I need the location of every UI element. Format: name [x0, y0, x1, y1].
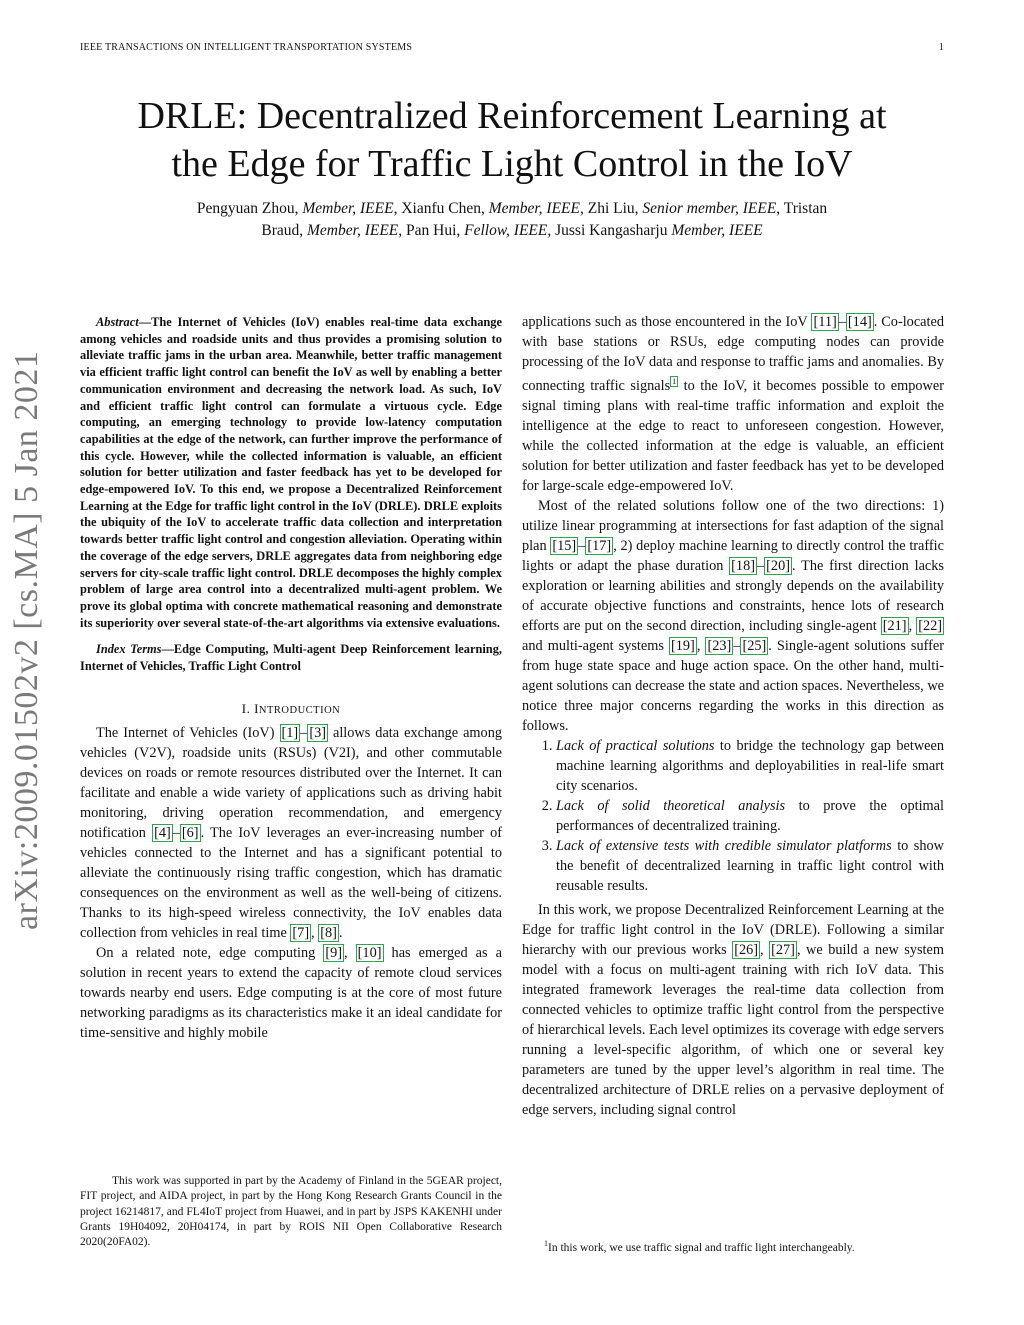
- intro-paragraph-3: applications such as those encountered in the IoV [11] – [14] . Co-located with base stations or RSUs, edge computing nodes can provide processing of the IoV data and response to traffic jams and anomalies. By connecting traffic signals $^1$ to the IoV, it becomes possible to empower signal timing plans with real-time traffic information and exploit the intelligence at the edge to react to unforeseen congestion. However, while the collected information at the edge is valuable, an efficient solution for better utilization and faster feedback has yet to be developed for large-scale edge-empowered IoV.: [522, 314, 944, 494]
- paper-title: [60, 92, 964, 188]
- intro-paragraph-2: On a related note, edge computing [9] , [10] has emerged as a solution in recent years to extend the capacity of remote cloud services towards nearby end users. Edge computing is at the core of most future networking paradigms as its characteristics make it an ideal candidate for time-sensitive and highly mobile: [80, 944, 502, 1041]
- footnote-1: $^1$In this work, we use traffic signal and traffic light interchangeably.: [544, 1239, 855, 1254]
- abstract-label: Abstract: [96, 315, 139, 329]
- concern-item: 3. Lack of extensive tests with credible simulator platforms to show the benefit of decentralized learning in traffic light control with reusable results.: [556, 836, 944, 896]
- title-line-2: the Edge for Traffic Light Control in the IoV: [171, 143, 853, 185]
- intro-paragraph-5: In this work, we propose Decentralized Reinforcement Learning at the Edge for traffic light control in the IoV (DRLE). Following a similar hierarchy with our previous works [26] , [27] , we build a new system model with a focus on multi-agent training with rich IoV data. This integrated framework leverages the real-time data collection from connected vehicles to optimize traffic light control from the perspective of hierarchical levels. Each level optimizes its coverage with edge servers running a level-specific algorithm, of which one or several key parameters are tuned by the upper level’s algorithm in real time. The decentralized architecture of DRLE relies on a pervasive deployment of edge servers, including signal control: [522, 901, 944, 1118]
- left-column: [80, 314, 502, 1043]
- abstract-text: —The Internet of Vehicles (IoV) enables real-time data exchange among vehicles and roadside units and thus provides a promising solution to alleviate traffic jams in the urban area. Meanwhile, better traffic management via efficient traffic light control can benefit the IoV as well by enabling a better communication environment and decreasing the network load. As such, IoV and efficient traffic light control can formulate a virtuous cycle. Edge computing, an emerging technology to provide low-latency computation capabilities at the edge of the network, can further improve the performance of this cycle. However, while the collected information is valuable, an efficient solution for better utilization and faster feedback has yet to be developed for edge-empowered IoV. To this end, we propose a Decentralized Reinforcement Learning at the Edge for traffic light control in the IoV (DRLE). DRLE exploits the ubiquity of the IoV to accelerate traffic data collection and interpretation towards better traffic light control and congestion alleviation. Operating within the coverage of the edge servers, DRLE aggregates data from neighboring edge servers for city-scale traffic light control. DRLE decomposes the highly complex problem of large area control into a decentralized multi-agent problem. We prove its global optima with concrete mathematical reasoning and demonstrate its superiority over several state-of-the-art algorithms via extensive evaluations.: [80, 315, 502, 630]
- index-terms-label: Index Terms: [96, 642, 162, 657]
- funding-footnote: This work was supported in part by the Academy of Finland in the 5GEAR project, FIT project, and AIDA project, in part by the Hong Kong Research Grants Council in the project 16214817, and FL4IoT project from Huawei, and in part by JSPS KAKENHI under Grants 19H04092, 20H04174, in part by ROIS NII Open Collaborative Research 2020(20FA02).: [80, 1175, 502, 1249]
- running-head: IEEE TRANSACTIONS ON INTELLIGENT TRANSPORTATION SYSTEMS: [80, 42, 413, 53]
- section-heading-introduction: I. INTRODUCTION: [241, 700, 341, 716]
- index-terms: [80, 641, 502, 674]
- arxiv-stamp: arXiv:2009.01502v2 [cs.MA] 5 Jan 2021: [8, 350, 45, 930]
- concern-item: 2. Lack of solid theoretical analysis to prove the optimal performances of decentralized training.: [556, 796, 944, 836]
- concerns-list: [522, 736, 944, 896]
- concern-item: 1. Lack of practical solutions to bridge the technology gap between machine learning algorithms and deployabilities in real-life smart city scenarios.: [556, 736, 944, 796]
- title-line-1: DRLE: Decentralized Reinforcement Learning at: [137, 95, 887, 137]
- authors-line-1: Pengyuan Zhou, Member, IEEE, Xianfu Chen, Member, IEEE, Zhi Liu, Senior member, IEEE, Tristan: [196, 200, 828, 217]
- authors-line-2: Braud, Member, IEEE, Pan Hui, Fellow, IEEE, Jussi Kangasharju Member, IEEE: [261, 222, 763, 239]
- intro-paragraph-4: Most of the related solutions follow one of the two directions: 1) utilize linear programming at intersections for fast adaption of the signal plan [15] – [17] , 2) deploy machine learning to directly control the traffic lights or adapt the phase duration [18] – [20] . The first direction lacks exploration or learning abilities and strongly depends on the availability of accurate objective functions and constraints, hence lots of research efforts are put on the second direction, including single-agent [21] , [22] and multi-agent systems [19] , [23] – [25] . Single-agent solutions suffer from huge state space and huge action space. On the other hand, multi-agent solutions can decrease the state and action spaces. Nevertheless, we notice three major concerns regarding the works in this direction as follows.: [522, 497, 944, 734]
- intro-paragraph-1: The Internet of Vehicles (IoV) [1] – [3] allows data exchange among vehicles (V2V), roadside units (RSUs) (V2I), and other commutable devices on roads or remote resources distributed over the Internet. It can facilitate and enable a wide variety of applications such as driving habit monitoring, driving operation recommendation, and emergency notification [4] – [6] . The IoV leverages an ever-increasing number of vehicles connected to the Internet and has a significant potential to alleviate the continuously rising traffic congestion, which has dramatic consequences on the environment as well as the well-being of citizens. Thanks to its high-speed wireless connectivity, the IoV enables data collection from vehicles in real time [7] , [8] .: [80, 724, 502, 941]
- index-terms-text: —Edge Computing, Multi-agent Deep Reinforcement learning, Internet of Vehicles, Traffic Light Control: [80, 642, 502, 674]
- page-number: 1: [938, 42, 944, 53]
- abstract: [80, 314, 502, 631]
- author-list: [80, 198, 944, 242]
- right-column: [522, 312, 944, 1120]
